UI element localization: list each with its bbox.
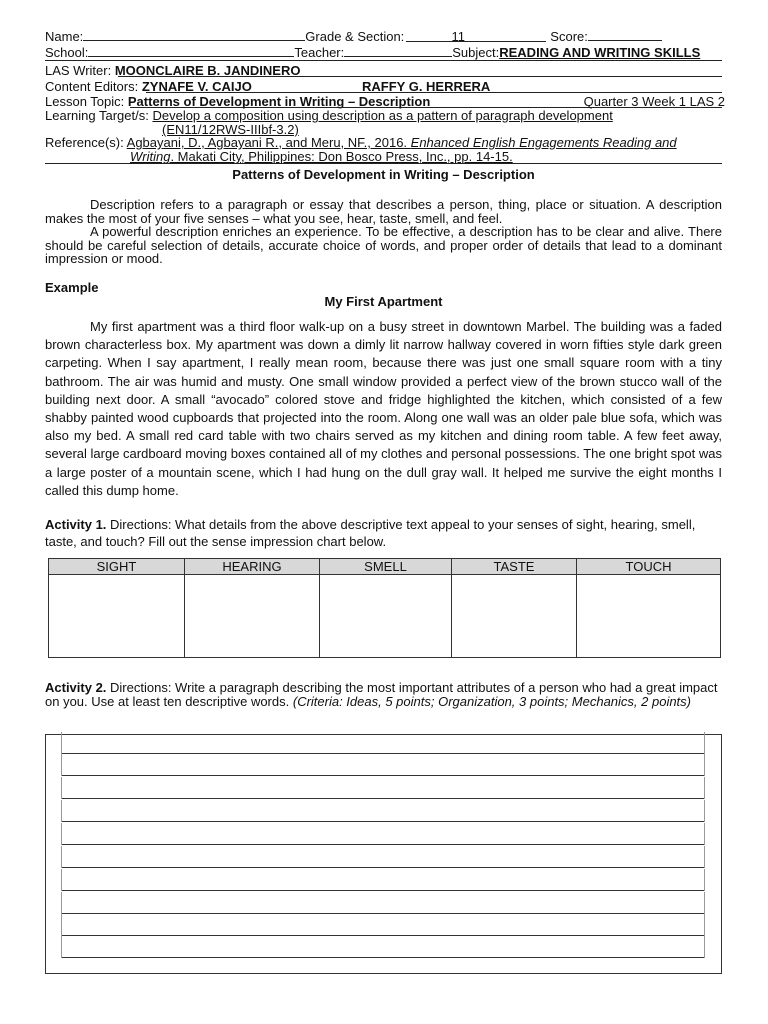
school-label: School: (45, 45, 89, 60)
column-hearing: HEARING (185, 559, 320, 575)
reference-book-title-2: Writing (130, 149, 171, 164)
example-paragraph: My first apartment was a third floor walk-up on a busy street in downtown Marbel. The building was a faded brown characterless box. My apartment was down a dimly lit narrow hallway covered in worn fifties style dark green carpeting. When I say apartment, I really mean room, because there was just one small square room with a tiny bathroom. The air was humid and musty. One small window provided a perfect view of the brown stucco wall of the building next door. A small “avocado” colored stove and fridge highlighted the kitchen, which consisted of a few shabby painted wood cupboards that projected into the room. Along one wall was an older pale blue sofa, which was also my bed. A small red card table with two chairs served as my kitchen and dining room table. A few feet away, several large cardboard moving boxes contained all of my clothes and personal possessions. The one bright spot was a large poster of a mountain scene, which I had hung on the dull gray wall. It helped me survive the eight months I called this dump home. (45, 319, 722, 498)
lesson-topic-value: Patterns of Development in Writing – Description (127, 94, 431, 109)
sight-answer-cell[interactable] (49, 575, 185, 658)
header-row-name (45, 28, 725, 44)
grade-label: Grade & Section: (305, 29, 405, 44)
score-field[interactable] (588, 28, 662, 41)
teacher-field[interactable] (344, 44, 452, 57)
intro-paragraph-2: A powerful description enriches an experience. To be effective, a description has to be clear and alive. There should be careful selection of details, accurate choice of words, and proper order of details that lead to a dominant impression or mood. (45, 224, 722, 266)
example-label: Example (45, 280, 99, 295)
las-writer-value: MOONCLAIRE B. JANDINERO (114, 63, 301, 78)
subject-value: READING AND WRITING SKILLS (499, 45, 701, 60)
activity2-label: Activity 2. (45, 680, 107, 695)
las-writer-label: LAS Writer: (45, 63, 112, 78)
name-label: Name: (45, 29, 84, 44)
activity1-directions (45, 516, 722, 550)
column-touch: TOUCH (577, 559, 721, 575)
sense-impression-chart (48, 558, 721, 658)
name-field[interactable] (83, 28, 305, 41)
column-smell: SMELL (320, 559, 452, 575)
chart-answer-row (49, 575, 721, 658)
learning-target-label: Learning Target/s: (45, 108, 149, 123)
example-title: My First Apartment (324, 294, 443, 309)
hearing-answer-cell[interactable] (185, 575, 320, 658)
chart-header-row (49, 559, 721, 575)
activity1-label: Activity 1. (45, 517, 107, 532)
grade-value: 11 (451, 29, 466, 44)
writing-area[interactable] (45, 734, 722, 974)
header-row-references-2 (130, 149, 722, 164)
page-title: Patterns of Development in Writing – Description (232, 167, 535, 182)
header-bottom-divider (45, 163, 722, 164)
intro-paragraph-1: Description refers to a paragraph or essay that describes a person, thing, place or situation. A description makes the most of your five senses – what you see, hear, taste, smell, and feel. (45, 197, 722, 226)
quarter-label: Quarter 3 Week 1 LAS 2 (583, 94, 725, 109)
learning-target-line2: (EN11/12RWS-IIIbf-3.2) (162, 122, 299, 137)
activity1-text: Directions: What details from the above descriptive text appeal to your senses of sight, hearing, smell, taste, and touch? Fill out the sense impression chart below. (45, 517, 696, 549)
lesson-topic-label: Lesson Topic: (45, 94, 125, 109)
content-editor-2: RAFFY G. HERRERA (362, 79, 491, 94)
references-label: Reference(s): (45, 135, 124, 150)
column-taste: TASTE (452, 559, 577, 575)
taste-answer-cell[interactable] (452, 575, 577, 658)
writing-line (61, 798, 705, 799)
writing-line (61, 821, 705, 822)
column-sight: SIGHT (49, 559, 185, 575)
activity2-directions (45, 681, 722, 709)
score-label: Score: (550, 29, 588, 44)
writing-line (61, 753, 705, 754)
content-editors-label: Content Editors: (45, 79, 139, 94)
activity2-criteria: (Criteria: Ideas, 5 points; Organization, 3 points; Mechanics, 2 points) (292, 694, 691, 709)
intro-text (45, 198, 722, 266)
header-row-references (45, 135, 725, 150)
writing-line (61, 775, 705, 776)
school-field[interactable] (88, 44, 294, 57)
reference-part1: Agbayani, D., Agbayani R., and Meru, NF., 2016. (126, 135, 411, 150)
writing-line (61, 913, 705, 914)
reference-book-title: Enhanced English Engagements Reading and (410, 135, 677, 150)
writing-line (61, 844, 705, 845)
writing-line (61, 867, 705, 868)
subject-label: Subject: (452, 45, 500, 60)
grade-field[interactable] (406, 29, 546, 42)
smell-answer-cell[interactable] (320, 575, 452, 658)
writing-line (61, 890, 705, 891)
header-divider (45, 60, 722, 61)
teacher-label: Teacher: (294, 45, 345, 60)
header-row-school (45, 44, 725, 60)
activity2-text: Directions: Write a paragraph describing the most important attributes of a person who had a great impact on you. Use at least ten descriptive words. (45, 680, 718, 709)
touch-answer-cell[interactable] (577, 575, 721, 658)
editors-underline (146, 92, 722, 93)
writing-line (61, 957, 705, 958)
writing-line (61, 935, 705, 936)
header-row-target (45, 108, 725, 123)
reference-publisher: . Makati City, Philippines: Don Bosco Press, Inc., pp. 14-15. (170, 149, 513, 164)
writer-underline (118, 76, 722, 77)
content-editor-1: ZYNAFE V. CAIJO (141, 79, 252, 94)
learning-target-line1: Develop a composition using description as a pattern of paragraph development (152, 108, 613, 123)
